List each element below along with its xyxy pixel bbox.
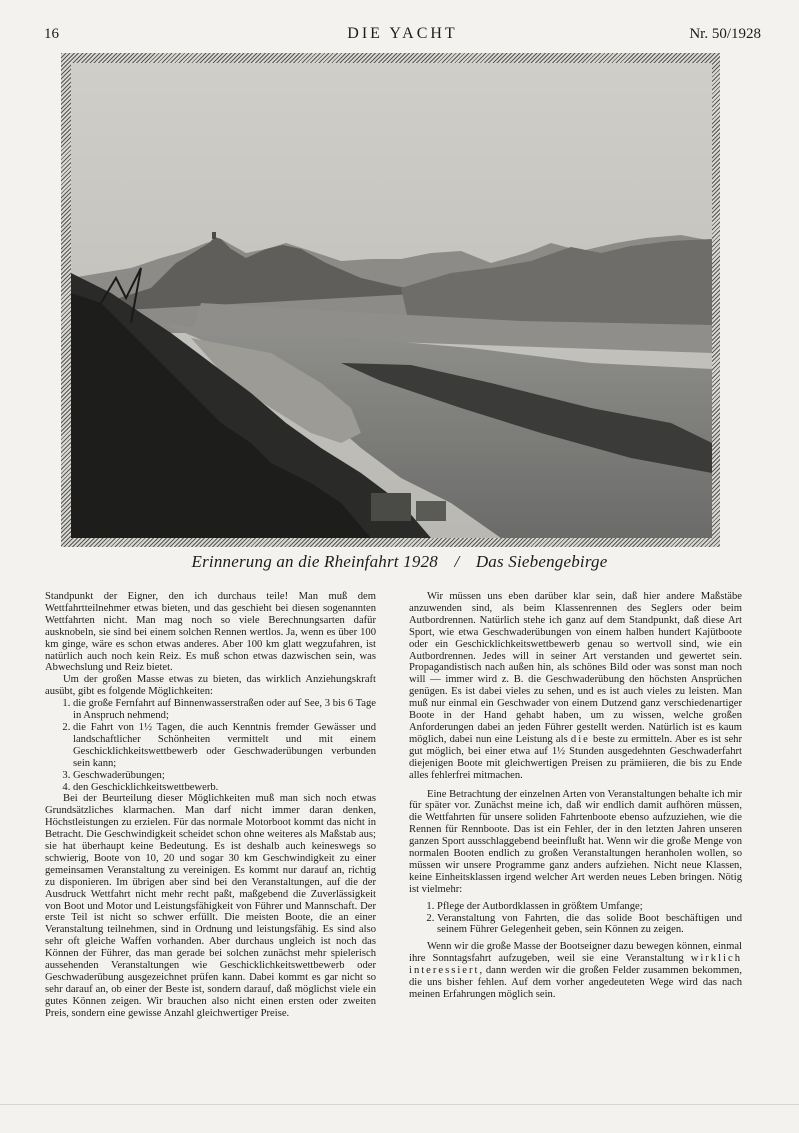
right-paragraph-1-end: beste zu ermitteln. Aber es ist sehr gut möglich, bei einer etwa auf 1½ Stunden ausgedehnten Geschwaderfahrt diejenigen Boote mit gleichwertigen Preisen zu prämiieren, die bis zu Ende alles fehlerfrei mitmachen. [409, 733, 742, 781]
caption-part-2: Das Siebengebirge [475, 552, 608, 571]
right-text-column [409, 591, 742, 1001]
right-paragraph-3-end: , dann werden wir die großen Felder zusammen bekommen, die uns bisher fehlen. Auf dem vorher angedeuteten Wege wird das nach meinen Erfahrungen möglich sein. [409, 965, 742, 1000]
right-paragraph-3-start: Wenn wir die große Masse der Bootseigner dazu bewegen können, einmal ihre Sonntagsfahrt aufzugeben, weil sie eine Veranstaltung [409, 941, 742, 965]
left-text-column [45, 591, 376, 1020]
options-list [45, 698, 376, 793]
right-paragraph-3-emphasis: wirklich interessiert [409, 953, 742, 977]
list-item: 4. den Geschicklichkeitswettbewerb. [73, 782, 376, 794]
list-item: 1. die große Fernfahrt auf Binnenwasserstraßen oder auf See, 3 bis 6 Tage in Anspruch nehmend; [73, 698, 376, 722]
journal-title: DIE YACHT [347, 25, 458, 42]
list-item: 1. Pflege der Autbordklassen in größtem Umfange; [437, 901, 742, 913]
caption-part-1: Erinnerung an die Rheinfahrt 1928 [191, 552, 438, 571]
list-item: 2. die Fahrt von 1½ Tagen, die auch Kenntnis fremder Gewässer und landschaftlicher Schönheiten vermittelt und mit einem Geschicklichkeitswettbewerb oder Geschwaderübungen verbunden sein kann; [73, 722, 376, 770]
right-paragraph-2: Eine Betrachtung der einzelnen Arten von Veranstaltungen behalte ich mir für später vor. Zunächst meine ich, daß wir endlich damit aufhören müssen, die Wettfahrten für unsere soliden Fahrtenboote ebenso aufzuziehen, wie die Rennen für Rennboote. Das ist ein Fehler, der in den letzten Jahren unseren ganzen Sport ausschlaggebend beeinflußt hat. Wenn wir die große Menge von normalen Booten endlich zu großen Veranstaltungen heranholen wollen, so müssen wir unsere Programme ganz anders aufziehen. Nicht neue Klassen, keine Einheitsklassen irgend welcher Art werden neues Leben bringen. Nötig ist vielmehr: [409, 788, 742, 895]
page-number: 16 [44, 26, 59, 42]
left-paragraph-3: Bei der Beurteilung dieser Möglichkeiten muß man sich noch etwas Grundsätzliches klarmachen. Man darf nicht immer daran denken, Höchstleistungen zu erzielen. Für das normale Motorboot kommt das nicht in Betracht. Die Geschwindigkeit scheidet schon ohne weiteres als Maßstab aus; sie hat überhaupt keine Bedeutung. Es ist deshalb auch keineswegs so schwierig, Boote von 10, 20 und sogar 30 km Geschwindigkeit zu einer gemeinsamen Veranstaltung zu vereinigen. Es kommt nur darauf an, richtig zu disponieren. Im übrigen aber sind bei den Veranstaltungen, auf die der Ausdruck Wettfahrt nicht mehr recht paßt, maßgebend die Zuverlässigkeit von Boot und Motor und Leistungsfähigkeit von Führer und Mannschaft. Der erste Teil ist nicht so schwer erfüllt. Die meisten Boote, die an einer Veranstaltung teilnehmen, sind in Ordnung und leistungsfähig. Es sind also sehr oft gleiche Waffen vorhanden. Aber durchaus ungleich ist noch das Können der Führer, das man gerade bei solchen zunächst mehr spielerisch aussehenden Veranstaltungen wie Geschicklichkeitswettbewerb oder Geschwaderübung ausgezeichnet prüfen kann. Dabei kommt es gar nicht so sehr darauf an, ob einer der Beste ist, sondern darauf, daß möglichst viele ein gutes Können zeigen. Wir brauchen also nicht einen ersten oder zweiten Preis, sondern eine gewisse Anzahl gleichwertiger Preise. [45, 793, 376, 1019]
list-item: 2. Veranstaltung von Fahrten, die das solide Boot beschäftigen und seinem Führer Gelegenheit geben, sein Können zu zeigen. [437, 913, 742, 937]
left-paragraph-2: Um der großen Masse etwas zu bieten, das wirklich Anziehungskraft ausübt, gibt es folgende Möglichkeiten: [45, 674, 376, 698]
issue-number: Nr. 50/1928 [689, 26, 761, 42]
right-paragraph-1 [409, 591, 742, 782]
list-item: 3. Geschwaderübungen; [73, 770, 376, 782]
right-paragraph-3 [409, 941, 742, 1001]
landscape-photo [71, 63, 712, 538]
siebengebirge-rhine-illustration [71, 63, 712, 538]
right-paragraph-1-emphasis: die [570, 733, 590, 745]
right-paragraph-1-start: Wir müssen uns eben darüber klar sein, daß hier andere Maßstäbe anzuwenden sind, als beim Klassenrennen des Seglers oder beim Autbordrennen. Natürlich stehe ich ganz auf dem Standpunkt, daß diese Art Sport, wie etwa Geschwaderübungen von einem halben hundert Kajütboote oder ein Geschicklichkeitswettbewerb genau so wertvoll sind, wie ein Autbordrennen. Jedes will in seiner Art verstanden und gewertet sein. Propagandistisch nach außen hin, als schönes Bild oder was sonst man noch will — immer wird z. B. die Geschwaderübung den höchsten Ansprüchen genügen. Es ist dabei vieles zu sehen, und es ist auch vieles zu leisten. Man muß nur einmal ein Geschwader von einem Dutzend ganz verschiedenartiger Boote in der Hand gehabt haben, um zu wissen, welche großen Anforderungen dabei an jeden Führer gestellt werden. Natürlich ist es kaum möglich, dabei nun eine Leistung als [409, 591, 742, 745]
page-header [44, 22, 761, 46]
caption-separator: / [454, 552, 460, 571]
requirements-list [409, 901, 742, 937]
photo-caption [0, 552, 799, 572]
page-bottom-rule [0, 1104, 799, 1105]
left-paragraph-1: Standpunkt der Eigner, den ich durchaus teile! Man muß dem Wettfahrtteilnehmer etwas bieten, und das geschieht bei diesen sogenannten Wettfahrten nicht. Man mag noch so viele Berechnungsarten dafür ausknobeln, sie sind bei einem solchen Rennen wertlos. Ja, wenn es über 100 km ginge, wäre es schon etwas anderes. Aber 100 km glatt wegzufahren, ist natürlich auch noch kein Reiz. Es muß schon etwas dazwischen sein, was Abwechslung und Reiz bietet. [45, 591, 376, 674]
